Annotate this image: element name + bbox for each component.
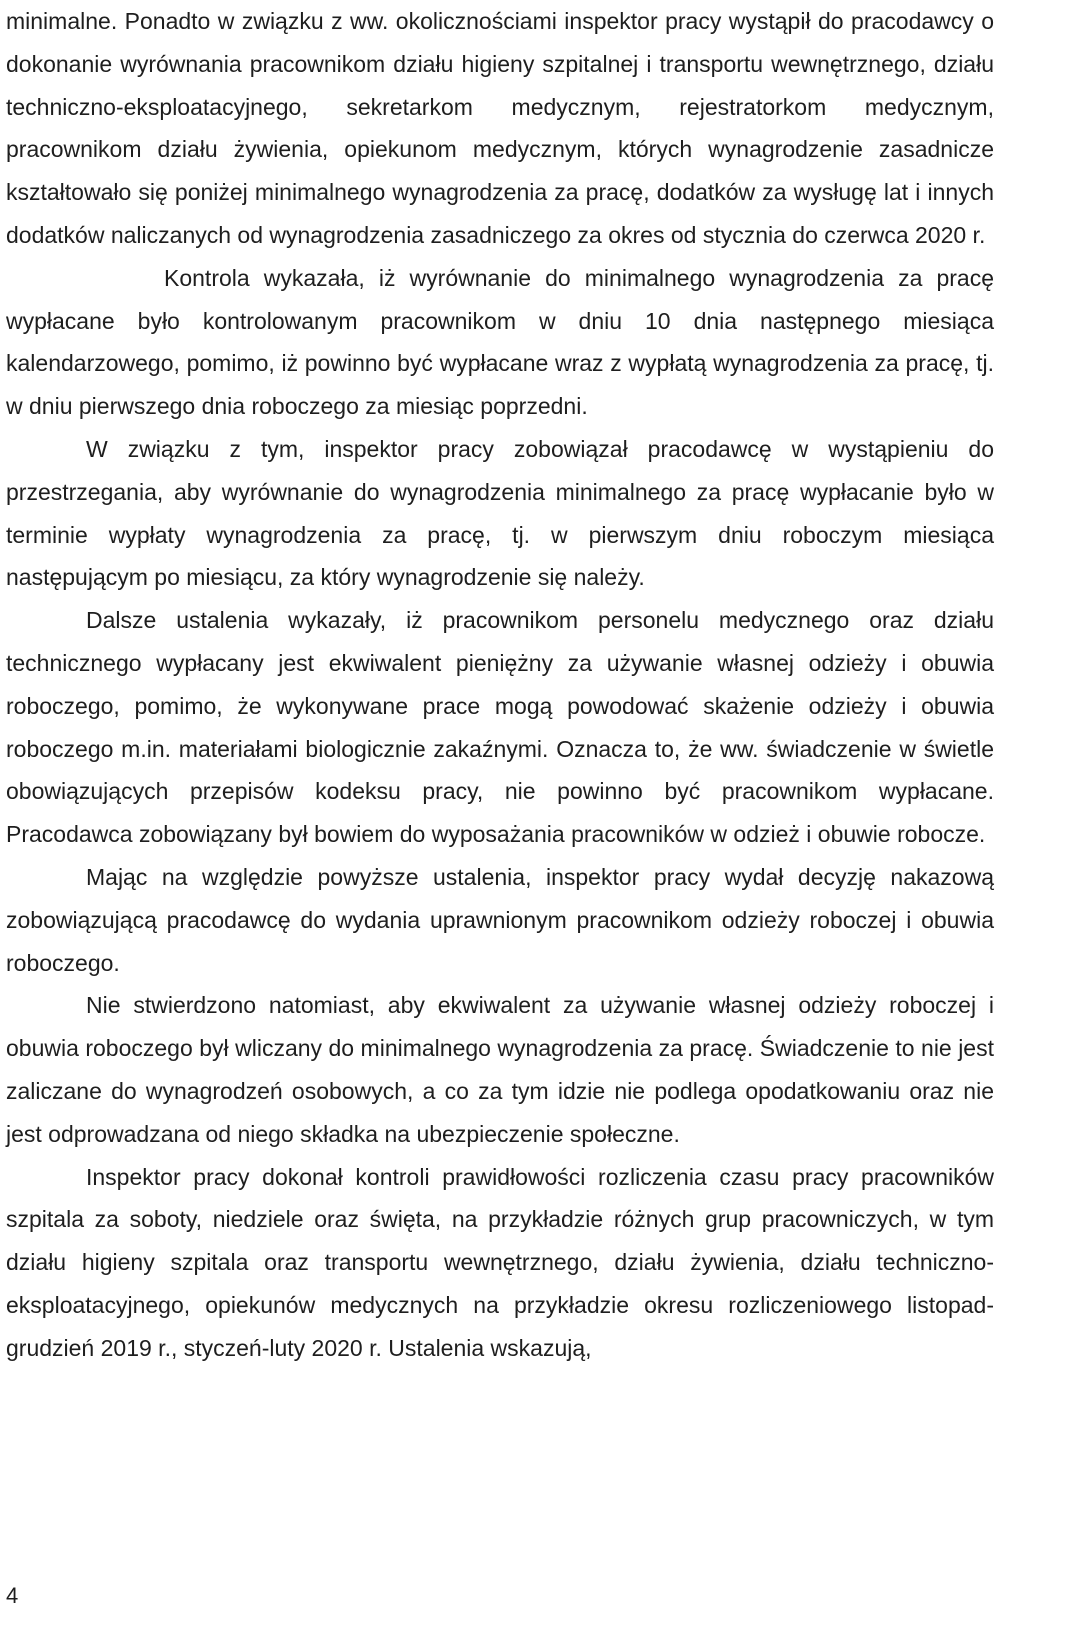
paragraph-order-decision: Mając na względzie powyższe ustalenia, inspektor pracy wydał decyzję nakazową zobowiązującą pracodawcę do wydania uprawnionym pracownikom odzieży roboczej i obuwia roboczego. xyxy=(6,863,994,976)
paragraph-equivalent-not-included: Nie stwierdzono natomiast, aby ekwiwalent za używanie własnej odzieży roboczej i obuwia roboczego był wliczany do minimalnego wynagrodzenia za pracę. Świadczenie to nie jest zaliczane do wynagrodzeń osobowych, a co za tym idzie nie podlega opodatkowaniu oraz nie jest odprowadzana od niego składka na ubezpieczenie społeczne. xyxy=(6,992,994,1147)
paragraph-working-time-control: Inspektor pracy dokonał kontroli prawidłowości rozliczenia czasu pracy pracowników szpitala za soboty, niedziele oraz święta, na przykładzie różnych grup pracowniczych, w tym działu higieny szpitala oraz transportu wewnętrznego, działu żywienia, działu techniczno-eksploatacyjnego, opiekunów medycznych na przykładzie okresu rozliczeniowego listopad-grudzień 2019 r., styczeń-luty 2020 r. Ustalenia wskazują, xyxy=(6,1163,994,1361)
paragraph-clothing-equivalent: Dalsze ustalenia wykazały, iż pracownikom personelu medycznego oraz działu technicznego wypłacany jest ekwiwalent pieniężny za używanie własnej odzieży i obuwia roboczego, pomimo, że wykonywane prace mogą powodować skażenie odzieży i obuwia roboczego m.in. materiałami biologicznie zakaźnymi. Oznacza to, że ww. świadczenie w świetle obowiązujących przepisów kodeksu pracy, nie powinno być pracownikom wypłacane. Pracodawca zobowiązany był bowiem do wyposażania pracowników w odzież i obuwie robocze. xyxy=(6,607,994,848)
paragraph-continuation: minimalne. Ponadto w związku z ww. okolicznościami inspektor pracy wystąpił do pracodawcy o dokonanie wyrównania pracownikom działu higieny szpitalnej i transportu wewnętrznego, działu techniczno-eksploatacyjnego, sekretarkom medycznym, rejestratorkom medycznym, pracownikom działu żywienia, opiekunom medycznym, których wynagrodzenie zasadnicze kształtowało się poniżej minimalnego wynagrodzenia za pracę, dodatków za wysługę lat i innych dodatków naliczanych od wynagrodzenia zasadniczego za okres od stycznia do czerwca 2020 r. xyxy=(6,8,994,248)
paragraph-inspector-obligation: W związku z tym, inspektor pracy zobowiązał pracodawcę w wystąpieniu do przestrzegania, aby wyrównanie do wynagrodzenia minimalnego za pracę wypłacanie było w terminie wypłaty wynagrodzenia za pracę, tj. w pierwszym dniu roboczym miesiąca następującym po miesiącu, za który wynagrodzenie się należy. xyxy=(6,435,994,591)
paragraph-minimum-wage-payment-date: Kontrola wykazała, iż wyrównanie do minimalnego wynagrodzenia za pracę wypłacane było kontrolowanym pracownikom w dniu 10 dnia następnego miesiąca kalendarzowego, pomimo, iż powinno być wypłacane wraz z wypłatą wynagrodzenia za pracę, tj. w dniu pierwszego dnia roboczego za miesiąc poprzedni. xyxy=(6,264,994,420)
page-number: 4 xyxy=(6,1583,19,1608)
document-body xyxy=(6,0,994,1370)
